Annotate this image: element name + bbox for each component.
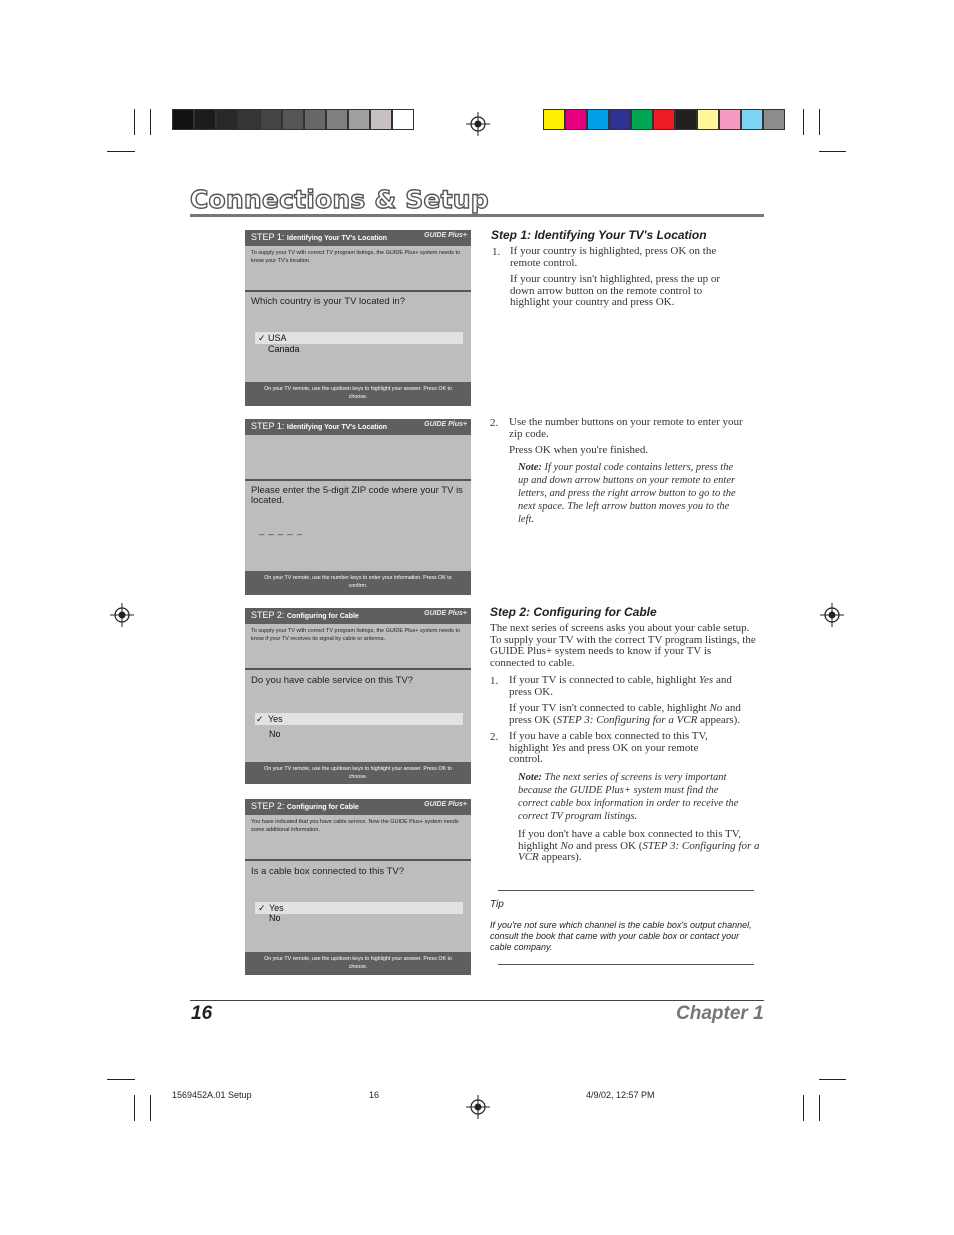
note-text: If your postal code contains letters, press the up and down arrow buttons on your remote to enter letters, and press the right arrow button to go to the next space. The left arrow button moves you to the left. (518, 462, 736, 525)
tip-bottom-rule (498, 964, 754, 965)
screen-divider (245, 668, 471, 670)
checkmark-icon: ✓ (258, 903, 266, 913)
option-canada[interactable]: Canada (268, 344, 300, 354)
screen-step-title: Configuring for Cable (286, 613, 359, 620)
step1-item2-text: Use the number buttons on your remote to enter your zip code. (509, 416, 743, 440)
step1-item1-text: If your country is highlighted, press OK on the remote control. (510, 245, 717, 269)
step1-item1-alt-text: If your country isn't highlighted, press the up or down arrow button on the remote control to highlight your country and press OK. (510, 273, 721, 308)
tip-text: If you're not sure which channel is the cable box's output channel, consult the book that came with your cable box or contact your cable company. (490, 920, 752, 952)
screen-header (245, 230, 471, 246)
color-swatch (370, 109, 392, 130)
screen-footer: On your TV remote, use the up/down keys to highlight your answer. Press OK to choose. (245, 952, 471, 975)
tv-screen-zip (245, 419, 471, 595)
tv-screen-country (245, 230, 471, 406)
tv-screen-cable-box (245, 799, 471, 975)
screen-step: STEP 1: (251, 232, 285, 242)
page-title: Connections & Setup (190, 185, 489, 214)
screen-step-title: Configuring for Cable (286, 804, 359, 811)
chapter-label: Chapter 1 (676, 1003, 764, 1024)
list-number: 2. (490, 417, 499, 429)
screen-footer: On your TV remote, use the up/down keys to highlight your answer. Press OK to choose. (245, 382, 471, 406)
option-usa[interactable]: USA (268, 333, 287, 343)
screen-divider (245, 290, 471, 292)
selection-highlight (255, 902, 463, 914)
registration-mark-icon (466, 1095, 490, 1119)
step2-item2-text: If you have a cable box connected to this TV, highlight Yes and press OK on your remote control. (509, 730, 708, 765)
step2-intro: The next series of screens asks you about your cable setup. To supply your TV with the correct TV program listings, the GUIDE Plus+ system needs to know if your TV is connected to cable. (490, 622, 756, 669)
note-label: Note: (518, 772, 542, 783)
color-swatch (675, 109, 697, 130)
note-text: The next series of screens is very important because the GUIDE Plus+ system must find the correct cable box information in order to receive the correct TV program listings. (518, 772, 739, 822)
slug-filename: 1569452A.01 Setup (172, 1090, 252, 1100)
tv-screen-cable-service (245, 608, 471, 784)
screen-question: Do you have cable service on this TV? (251, 675, 413, 686)
screen-footer: On your TV remote, use the up/down keys to highlight your answer. Press OK to choose. (245, 762, 471, 784)
color-swatch (326, 109, 348, 130)
color-swatch (565, 109, 587, 130)
screen-step: STEP 2: (251, 801, 285, 811)
color-swatch (216, 109, 238, 130)
screen-step-title: Identifying Your TV's Location (286, 235, 388, 242)
guide-plus-logo: GUIDE Plus+ (424, 801, 467, 808)
registration-mark-icon (110, 603, 134, 627)
registration-mark-icon (820, 603, 844, 627)
guide-plus-logo: GUIDE Plus+ (424, 421, 467, 428)
step1-heading: Step 1: Identifying Your TV's Location (491, 228, 707, 242)
list-number: 2. (490, 731, 499, 743)
screen-step: STEP 2: (251, 610, 285, 620)
screen-question: Is a cable box connected to this TV? (251, 866, 404, 877)
screen-question: Please enter the 5-digit ZIP code where your TV is located. (251, 485, 463, 506)
option-no[interactable]: No (269, 729, 281, 739)
color-swatch (609, 109, 631, 130)
step2-item2-alt-text: If you don't have a cable box connected to this TV, highlight No and press OK (STEP 3: Configuring for a VCR appears). (518, 828, 760, 863)
tip-label: Tip (490, 899, 504, 910)
step2-note (518, 771, 740, 823)
zip-input[interactable]: _ _ _ _ _ (259, 525, 304, 535)
color-swatch (348, 109, 370, 130)
screen-divider (245, 859, 471, 861)
selection-highlight (255, 713, 463, 725)
step2-item1-alt-text: If your TV isn't connected to cable, highlight No and press OK (STEP 3: Configuring for a VCR appears). (509, 702, 741, 726)
step1-item2-finish: Press OK when you're finished. (509, 444, 649, 456)
option-yes[interactable]: Yes (269, 903, 284, 913)
color-swatch (543, 109, 565, 130)
screen-question: Which country is your TV located in? (251, 296, 406, 307)
color-swatch (260, 109, 282, 130)
screen-step-title: Identifying Your TV's Location (286, 424, 388, 431)
screen-header (245, 799, 471, 815)
option-no[interactable]: No (269, 913, 281, 923)
option-yes[interactable]: Yes (268, 714, 283, 724)
guide-plus-logo: GUIDE Plus+ (424, 610, 467, 617)
list-number: 1. (490, 675, 499, 687)
color-swatch (719, 109, 741, 130)
page-number: 16 (191, 1003, 213, 1024)
list-number: 1. (492, 246, 501, 258)
slug-page: 16 (369, 1090, 380, 1100)
tip-top-rule (498, 890, 754, 891)
title-rule (190, 214, 764, 217)
color-swatch (653, 109, 675, 130)
color-swatch (631, 109, 653, 130)
note-label: Note: (518, 462, 542, 473)
color-swatch (392, 109, 414, 130)
screen-intro: You have indicated that you have cable service. Now the GUIDE Plus+ system needs some additional information. (251, 819, 459, 833)
screen-intro: To supply your TV with correct TV program listings, the GUIDE Plus+ system needs to know if your TV receives its signal by cable or antenna. (251, 628, 461, 642)
color-swatch (172, 109, 194, 130)
color-swatch (282, 109, 304, 130)
screen-step: STEP 1: (251, 421, 285, 431)
screen-intro: To supply your TV with correct TV program listings, the GUIDE Plus+ system needs to know your TV's location. (251, 250, 461, 264)
color-swatch (238, 109, 260, 130)
screen-header (245, 419, 471, 435)
color-swatch (587, 109, 609, 130)
color-swatch (304, 109, 326, 130)
slug-timestamp: 4/9/02, 12:57 PM (586, 1090, 655, 1100)
screen-divider (245, 479, 471, 481)
screen-header (245, 608, 471, 624)
step1-note (518, 461, 743, 526)
checkmark-icon: ✓ (256, 714, 264, 724)
color-swatch (763, 109, 785, 130)
step2-item1-text: If your TV is connected to cable, highlight Yes and press OK. (509, 674, 732, 698)
screen-footer: On your TV remote, use the number keys to enter your information. Press OK to confirm. (245, 571, 471, 595)
checkmark-icon: ✓ (258, 333, 266, 343)
color-swatch (194, 109, 216, 130)
step2-heading: Step 2: Configuring for Cable (490, 605, 657, 619)
color-swatch (697, 109, 719, 130)
guide-plus-logo: GUIDE Plus+ (424, 232, 467, 239)
footer-rule (190, 1000, 764, 1001)
registration-mark-icon (466, 112, 490, 136)
color-swatch (741, 109, 763, 130)
